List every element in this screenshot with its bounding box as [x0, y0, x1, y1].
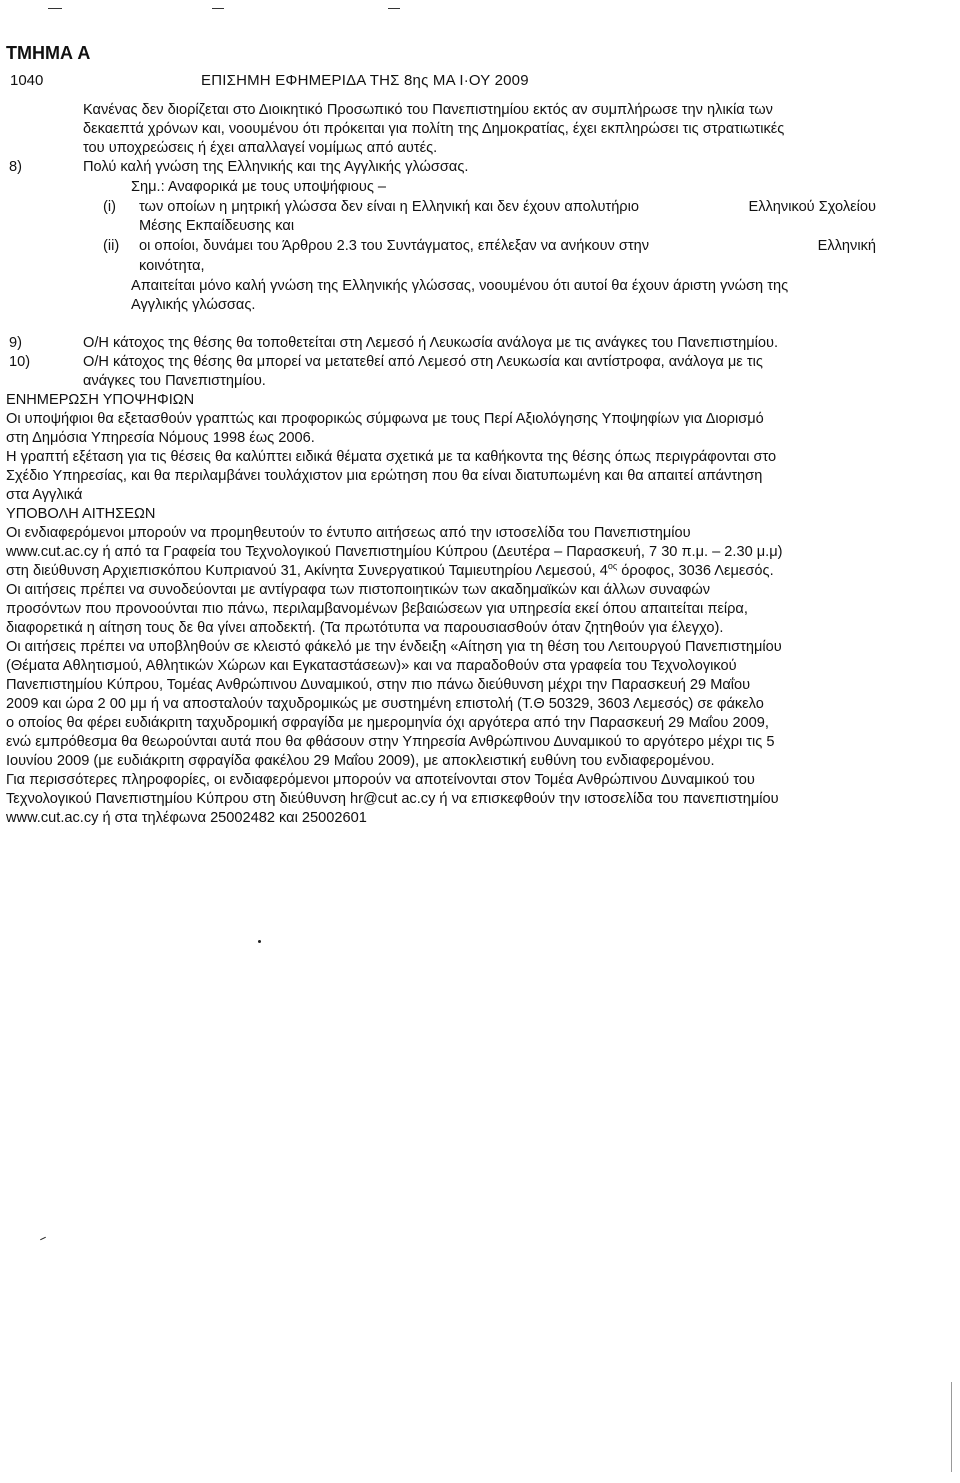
paragraph-line: (Θέματα Αθλητισμού, Αθλητικών Χώρων και Εγκαταστάσεων)» και να παραδοθούν στα γραφεία του Τεχνολογικού [6, 658, 737, 674]
gazette-title: ΕΠΙΣΗΜΗ ΕΦΗΜΕΡΙΔΑ ΤΗΣ 8ης ΜΑ Ι·ΟΥ 2009 [201, 72, 529, 89]
paragraph-line: www.cut.ac.cy ή στα τηλέφωνα 25002482 και 25002601 [6, 810, 367, 826]
scan-speck [258, 940, 261, 943]
scan-mark [951, 1382, 952, 1472]
paragraph-line: Ιουνίου 2009 (με ευδιάκριτη σφραγίδα φακέλου 29 Μαΐου 2009), με αποκλειστική ευθύνη του ενδιαφερομένου. [6, 753, 715, 769]
item-number: 10) [9, 354, 31, 370]
note-label: Σημ.: Αναφορικά με τους υποψήφιους – [131, 179, 387, 195]
address-text: όροφος, 3036 Λεμεσός. [617, 563, 774, 579]
paragraph-line: προσόντων που προνοούνται πιο πάνω, περιλαμβανομένων βεβαιώσεων για υπηρεσία εκεί όπου απαιτείται πείρα, [6, 601, 748, 617]
paragraph-line: στη Δημόσια Υπηρεσία Νόμους 1998 έως 2006. [6, 430, 315, 446]
paragraph-line: του υποχρεώσεις ή έχει απαλλαγεί νομίμως από αυτές. [83, 140, 438, 156]
note-item-text: Μέσης Εκπαίδευσης και [139, 218, 295, 234]
paragraph-line: 2009 και ώρα 2 00 μμ ή να αποσταλούν ταχυδρομικώς με συστημένη επιστολή (Τ.Θ 50329, 3603 Λεμεσός) σε φάκελο [6, 696, 764, 712]
scan-mark [388, 8, 400, 9]
paragraph-line: διαφορετικά η αίτηση τους δε θα γίνει αποδεκτή. (Τα πρωτότυπα να παρουσιασθούν όταν ζητηθούν για έλεγχο). [6, 620, 724, 636]
note-item-text: Ελληνικού Σχολείου [748, 199, 876, 215]
paragraph-line: www.cut.ac.cy ή από τα Γραφεία του Τεχνολογικού Πανεπιστημίου Κύπρου (Δευτέρα – Παρασκευή, 7 30 π.μ. – 2.30 μ.μ) [6, 544, 783, 560]
note-item-line [139, 237, 876, 255]
item-text: ανάγκες του Πανεπιστημίου. [83, 373, 266, 389]
scan-speck [40, 1237, 46, 1240]
paragraph-line: Τεχνολογικού Πανεπιστημίου Κύπρου στη διεύθυνση hr@cut ac.cy ή να επισκεφθούν την ιστοσελίδα του πανεπιστημίου [6, 791, 779, 807]
item-number: 8) [9, 159, 22, 175]
paragraph-line: Σχέδιο Υπηρεσίας, και θα περιλαμβάνει τουλάχιστον μια ερώτηση που θα είναι διατυπωμένη και θα απαιτεί απάντηση [6, 468, 763, 484]
paragraph-line: ενώ εμπρόθεσμα θα θεωρούνται αυτά που θα φθάσουν στην Υπηρεσία Ανθρώπινου Δυναμικού το αργότερο μέχρι τις 5 [6, 734, 775, 750]
paragraph-line: στα Αγγλικά [6, 487, 83, 503]
item-text: Ο/Η κάτοχος της θέσης θα τοποθετείται στη Λεμεσό ή Λευκωσία ανάλογα με τις ανάγκες του Πανεπιστημίου. [83, 335, 778, 351]
item-number: 9) [9, 335, 22, 351]
scan-mark [212, 8, 224, 9]
note-item-text: Ελληνική [817, 238, 876, 254]
paragraph-line: Η γραπτή εξέταση για τις θέσεις θα καλύπτει ειδικά θέματα σχετικά με τα καθήκοντα της θέσης όπως περιγράφονται στο [6, 449, 777, 465]
paragraph-line: Οι αιτήσεις πρέπει να συνοδεύονται με αντίγραφα των πιστοποιητικών των ακαδημαϊκών και άλλων συναφών [6, 582, 711, 598]
paragraph-line: Για περισσότερες πληροφορίες, οι ενδιαφερόμενοι μπορούν να αποτείνονται στον Τομέα Ανθρώπινου Δυναμικού του [6, 772, 755, 788]
address-text: στη διεύθυνση Αρχιεπισκόπου Κυπριανού 31, Ακίνητα Συνεργατικού Ταμιευτηρίου Λεμεσού, 4 [6, 563, 608, 579]
section-title: ΥΠΟΒΟΛΗ ΑΙΤΗΣΕΩΝ [6, 506, 156, 522]
ordinal-suffix: ος [607, 561, 618, 571]
note-requirement: Απαιτείται μόνο καλή γνώση της Ελληνικής γλώσσας, νοουμένου ότι αυτοί θα έχουν άριστη γνώση της [131, 278, 789, 294]
note-item-number: (ii) [103, 238, 120, 254]
note-item-text: κοινότητα, [139, 258, 205, 274]
item-text: Πολύ καλή γνώση της Ελληνικής και της Αγγλικής γλώσσας. [83, 159, 469, 175]
note-item-number: (i) [103, 199, 116, 215]
page-number: 1040 [10, 72, 44, 89]
section-heading: ΤΜΗΜΑ Α [6, 43, 91, 63]
note-item-text: των οποίων η μητρική γλώσσα δεν είναι η Ελληνική και δεν έχουν απολυτήριο [139, 199, 639, 215]
note-item-line [139, 198, 876, 216]
item-text: Ο/Η κάτοχος της θέσης θα μπορεί να μετατεθεί από Λεμεσό στη Λευκωσία και αντίστροφα, ανάλογα με τις [83, 354, 763, 370]
paragraph-line: Πανεπιστημίου Κύπρου, Τομέας Ανθρώπινου Δυναμικού, στην πιο πάνω διεύθυνση μέχρι την Παρασκευή 29 Μαΐου [6, 677, 751, 693]
section-title: ΕΝΗΜΕΡΩΣΗ ΥΠΟΨΗΦΙΩΝ [6, 392, 195, 408]
note-item-text: οι οποίοι, δυνάμει του Άρθρου 2.3 του Συντάγματος, επέλεξαν να ανήκουν στην [139, 238, 650, 254]
paragraph-line: Οι ενδιαφερόμενοι μπορούν να προμηθευτούν το έντυπο αιτήσεως από την ιστοσελίδα του Πανεπιστημίου [6, 525, 691, 541]
paragraph-line: δεκαεπτά χρόνων και, νοουμένου ότι πρόκειται για πολίτη της Δημοκρατίας, έχει εκπληρώσει τις στρατιωτικές [83, 121, 785, 137]
paragraph-line: Οι υποψήφιοι θα εξετασθούν γραπτώς και προφορικώς σύμφωνα με τους Περί Αξιολόγησης Υποψηφίων για Διορισμό [6, 411, 764, 427]
paragraph-line: ο οποίος θα φέρει ευδιάκριτη ταχυδρομική σφραγίδα με ημερομηνία όχι αργότερα από την Παρασκευή 29 Μαΐου 2009, [6, 715, 769, 731]
paragraph-line: Κανένας δεν διορίζεται στο Διοικητικό Προσωπικό του Πανεπιστημίου εκτός αν συμπλήρωσε την ηλικία των [83, 102, 773, 118]
paragraph-line [6, 562, 774, 580]
note-requirement: Αγγλικής γλώσσας. [131, 297, 256, 313]
scan-mark [48, 8, 62, 9]
paragraph-line: Οι αιτήσεις πρέπει να υποβληθούν σε κλειστό φάκελό με την ένδειξη «Αίτηση για τη θέση του Λειτουργού Πανεπιστημίου [6, 639, 782, 655]
